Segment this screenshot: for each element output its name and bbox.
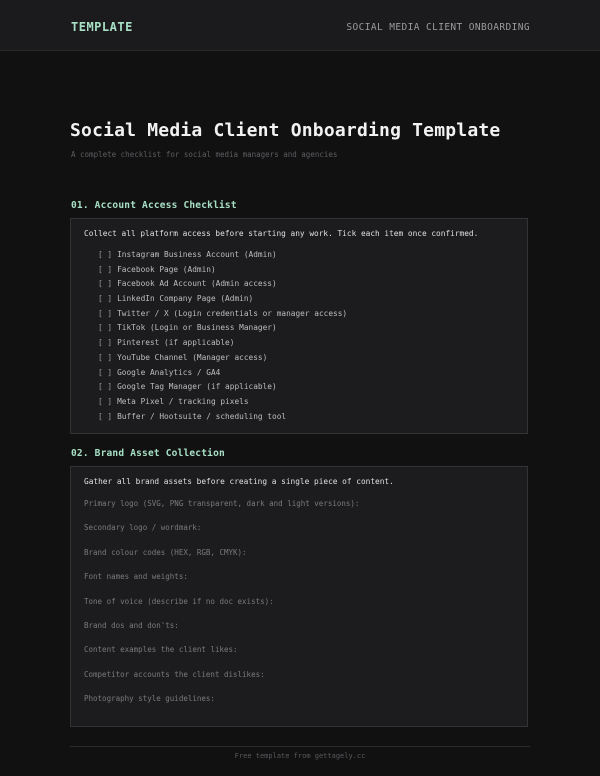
checklist-item[interactable] (98, 410, 347, 425)
checklist-item[interactable] (98, 248, 347, 263)
checklist-item-label: Meta Pixel / tracking pixels (117, 396, 249, 406)
checklist-item[interactable] (98, 380, 347, 395)
checkbox-icon[interactable]: [ ] (98, 250, 113, 259)
checkbox-icon[interactable]: [ ] (98, 382, 113, 392)
checklist-item[interactable] (98, 366, 347, 381)
checklist-item-label: YouTube Channel (Manager access) (117, 352, 268, 362)
checkbox-icon[interactable]: [ ] (98, 411, 113, 421)
checklist-item-label: LinkedIn Company Page (Admin) (117, 294, 254, 304)
brand-assets-card (70, 466, 528, 727)
checklist-item-label: Google Analytics / GA4 (117, 367, 221, 377)
checkbox-icon[interactable]: [ ] (98, 338, 113, 348)
page-subtitle: A complete checklist for social media managers and agencies (71, 150, 338, 159)
brand-asset-field[interactable]: Brand dos and don'ts: (84, 620, 179, 630)
checklist-item-label: Facebook Ad Account (Admin access) (117, 279, 277, 289)
checkbox-icon[interactable]: [ ] (98, 279, 113, 289)
checklist-item[interactable] (98, 395, 347, 410)
brand-asset-field[interactable]: Brand colour codes (HEX, RGB, CMYK): (84, 547, 247, 557)
account-access-intro: Collect all platform access before starting any work. Tick each item once confirmed. (84, 229, 479, 238)
checklist-item-label: TikTok (Login or Business Manager) (117, 323, 277, 333)
checklist-item-label: Buffer / Hootsuite / scheduling tool (117, 411, 287, 421)
checkbox-icon[interactable]: [ ] (98, 308, 113, 318)
header-title: SOCIAL MEDIA CLIENT ONBOARDING (346, 22, 530, 33)
brand-asset-field[interactable]: Primary logo (SVG, PNG transparent, dark and light versions): (84, 499, 360, 508)
checklist-item[interactable] (98, 321, 347, 336)
brand-asset-field[interactable]: Photography style guidelines: (84, 694, 215, 704)
account-access-checklist (98, 248, 347, 424)
footer-credit: Free template from gettagely.cc (234, 752, 366, 760)
checkbox-icon[interactable]: [ ] (98, 367, 113, 377)
checkbox-icon[interactable]: [ ] (98, 396, 113, 406)
footer-divider (70, 746, 530, 747)
brand-assets-intro: Gather all brand assets before creating a single piece of content. (84, 477, 394, 486)
checklist-item-label: Facebook Page (Admin) (117, 264, 216, 274)
brand-asset-field[interactable]: Competitor accounts the client dislikes: (84, 669, 265, 679)
checklist-item[interactable] (98, 292, 347, 307)
checkbox-icon[interactable]: [ ] (98, 352, 113, 362)
brand-asset-field[interactable]: Content examples the client likes: (84, 645, 238, 655)
checklist-item-label: Twitter / X (Login credentials or manager access) (117, 308, 348, 318)
checklist-item-label: Pinterest (if applicable) (117, 338, 235, 348)
checklist-item[interactable] (98, 351, 347, 366)
account-access-card (70, 218, 528, 434)
checklist-item[interactable] (98, 277, 347, 292)
section-heading-account-access: 01. Account Access Checklist (71, 200, 237, 211)
section-heading-brand-assets: 02. Brand Asset Collection (71, 448, 225, 459)
checklist-item[interactable] (98, 263, 347, 278)
checklist-item[interactable] (98, 336, 347, 351)
top-bar (0, 0, 600, 51)
brand-asset-fields (84, 497, 359, 717)
checklist-item-label: Instagram Business Account (Admin) (117, 250, 277, 259)
checklist-item[interactable] (98, 307, 347, 322)
checkbox-icon[interactable]: [ ] (98, 323, 113, 333)
brand-asset-field[interactable]: Secondary logo / wordmark: (84, 523, 202, 533)
page-title: Social Media Client Onboarding Template (70, 120, 501, 141)
checkbox-icon[interactable]: [ ] (98, 294, 113, 304)
checklist-item-label: Google Tag Manager (if applicable) (117, 382, 277, 392)
brand-asset-field[interactable]: Tone of voice (describe if no doc exists): (84, 596, 274, 606)
brand-asset-field[interactable]: Font names and weights: (84, 572, 188, 582)
brand-logo-text[interactable]: TEMPLATE (71, 20, 133, 34)
checkbox-icon[interactable]: [ ] (98, 264, 113, 274)
